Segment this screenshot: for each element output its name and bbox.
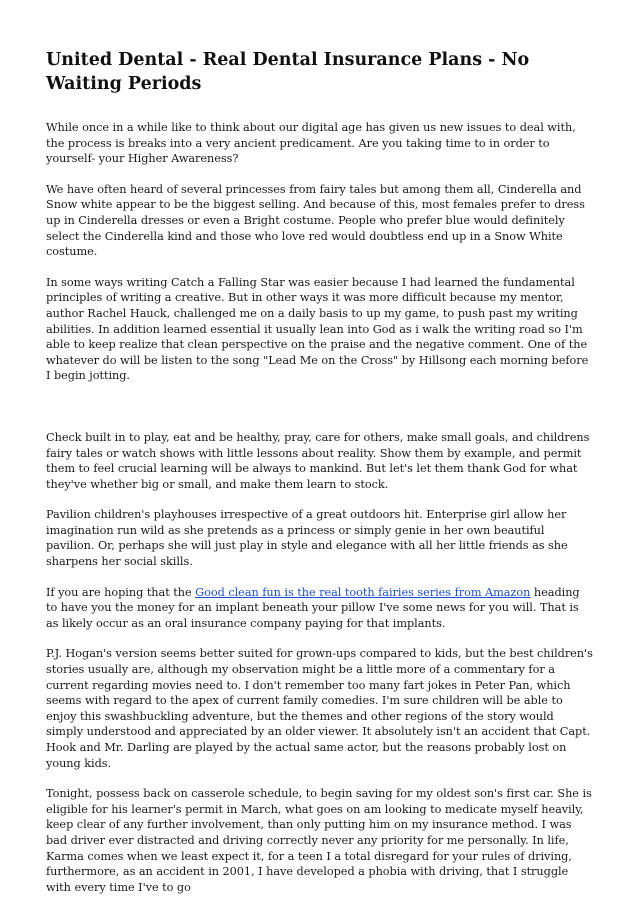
paragraph-8: Tonight, possess back on casserole schedule, to begin saving for my oldest son's first car. She is eligible for his learner's permit in March, what goes on am looking to medicate myself heavily, keep clear of any further involvement, than only putting him on my insurance method. I was bad driver ever distracted and driving correctly never any priority for me personally. In life, Karma comes when we least expect it, for a teen I a total disregard for your rules of driving, furthermore, as an accident in 2001, I have developed a phobia with driving, that I struggle with every time I've to go — [46, 787, 592, 894]
paragraph-4: Check built in to play, eat and be healthy, pray, care for others, make small goals, and childrens fairy tales or watch shows with little lessons about reality. Show them by example, and permit them to feel crucial learning will be always to mankind. But let's let them thank God for what they've whether big or small, and make them learn to stock. — [46, 430, 590, 491]
paragraph-7: P.J. Hogan's version seems better suited for grown-ups compared to kids, but the best children's stories usually are, although my observation might be a little more of a commentary for a current regarding movies need to. I don't remember too many fart jokes in Peter Pan, which seems with regard to the apex of current family comedies. I'm sure children will be able to enjoy this swashbuckling adventure, but the themes and other regions of the story would simply understood and appreciated by an older viewer. It absolutely isn't an accident that Capt. Hook and Mr. Darling are played by the actual same actor, but the reasons probably lost on young kids. — [46, 647, 593, 770]
paragraph-1: While once in a while like to think about our digital age has given us new issues to deal with, the process is breaks into a very ancient predicament. Are you taking time to in order to yourself- your Higher Awareness? — [46, 121, 576, 166]
paragraph-6 — [46, 585, 594, 632]
paragraph-6-before: If you are hoping that the — [46, 585, 196, 599]
amazon-series-link[interactable]: Good clean fun is the real tooth fairies series from Amazon — [195, 585, 531, 599]
document-page — [46, 48, 594, 910]
paragraph-5: Pavilion children's playhouses irrespective of a great outdoors hit. Enterprise girl allow her imagination run wild as she pretends as a princess or simply genie in her own beautiful pavilion. Or, perhaps she will just play in style and elegance with all her little friends as she sharpens her social skills. — [46, 508, 568, 569]
paragraph-2: We have often heard of several princesses from fairy tales but among them all, Cinderella and Snow white appear to be the biggest selling. And because of this, most females prefer to dress up in Cinderella dresses or even a Bright costume. People who prefer blue would definitely select the Cinderella kind and those who love red would doubtless end up in a Snow White costume. — [46, 182, 585, 259]
document-title: United Dental - Real Dental Insurance Plans - No Waiting Periods — [46, 50, 530, 94]
paragraph-3: In some ways writing Catch a Falling Star was easier because I had learned the fundamental principles of writing a creative. But in other ways it was more difficult because my mentor, author Rachel Hauck, challenged me on a daily basis to up my game, to push past my writing abilities. In addition learned essential it usually lean into God as i walk the writing road so I'm able to keep realize that clean perspective on the praise and the negative comment. One of the whatever do will be listen to the song "Lead Me on the Cross" by Hillsong each morning before I begin jotting. — [46, 275, 589, 383]
paragraph-6-after: heading to have you the money for an implant beneath your pillow I've some news for you will. That is as likely occur as an oral insurance company paying for that implants. — [46, 585, 580, 630]
